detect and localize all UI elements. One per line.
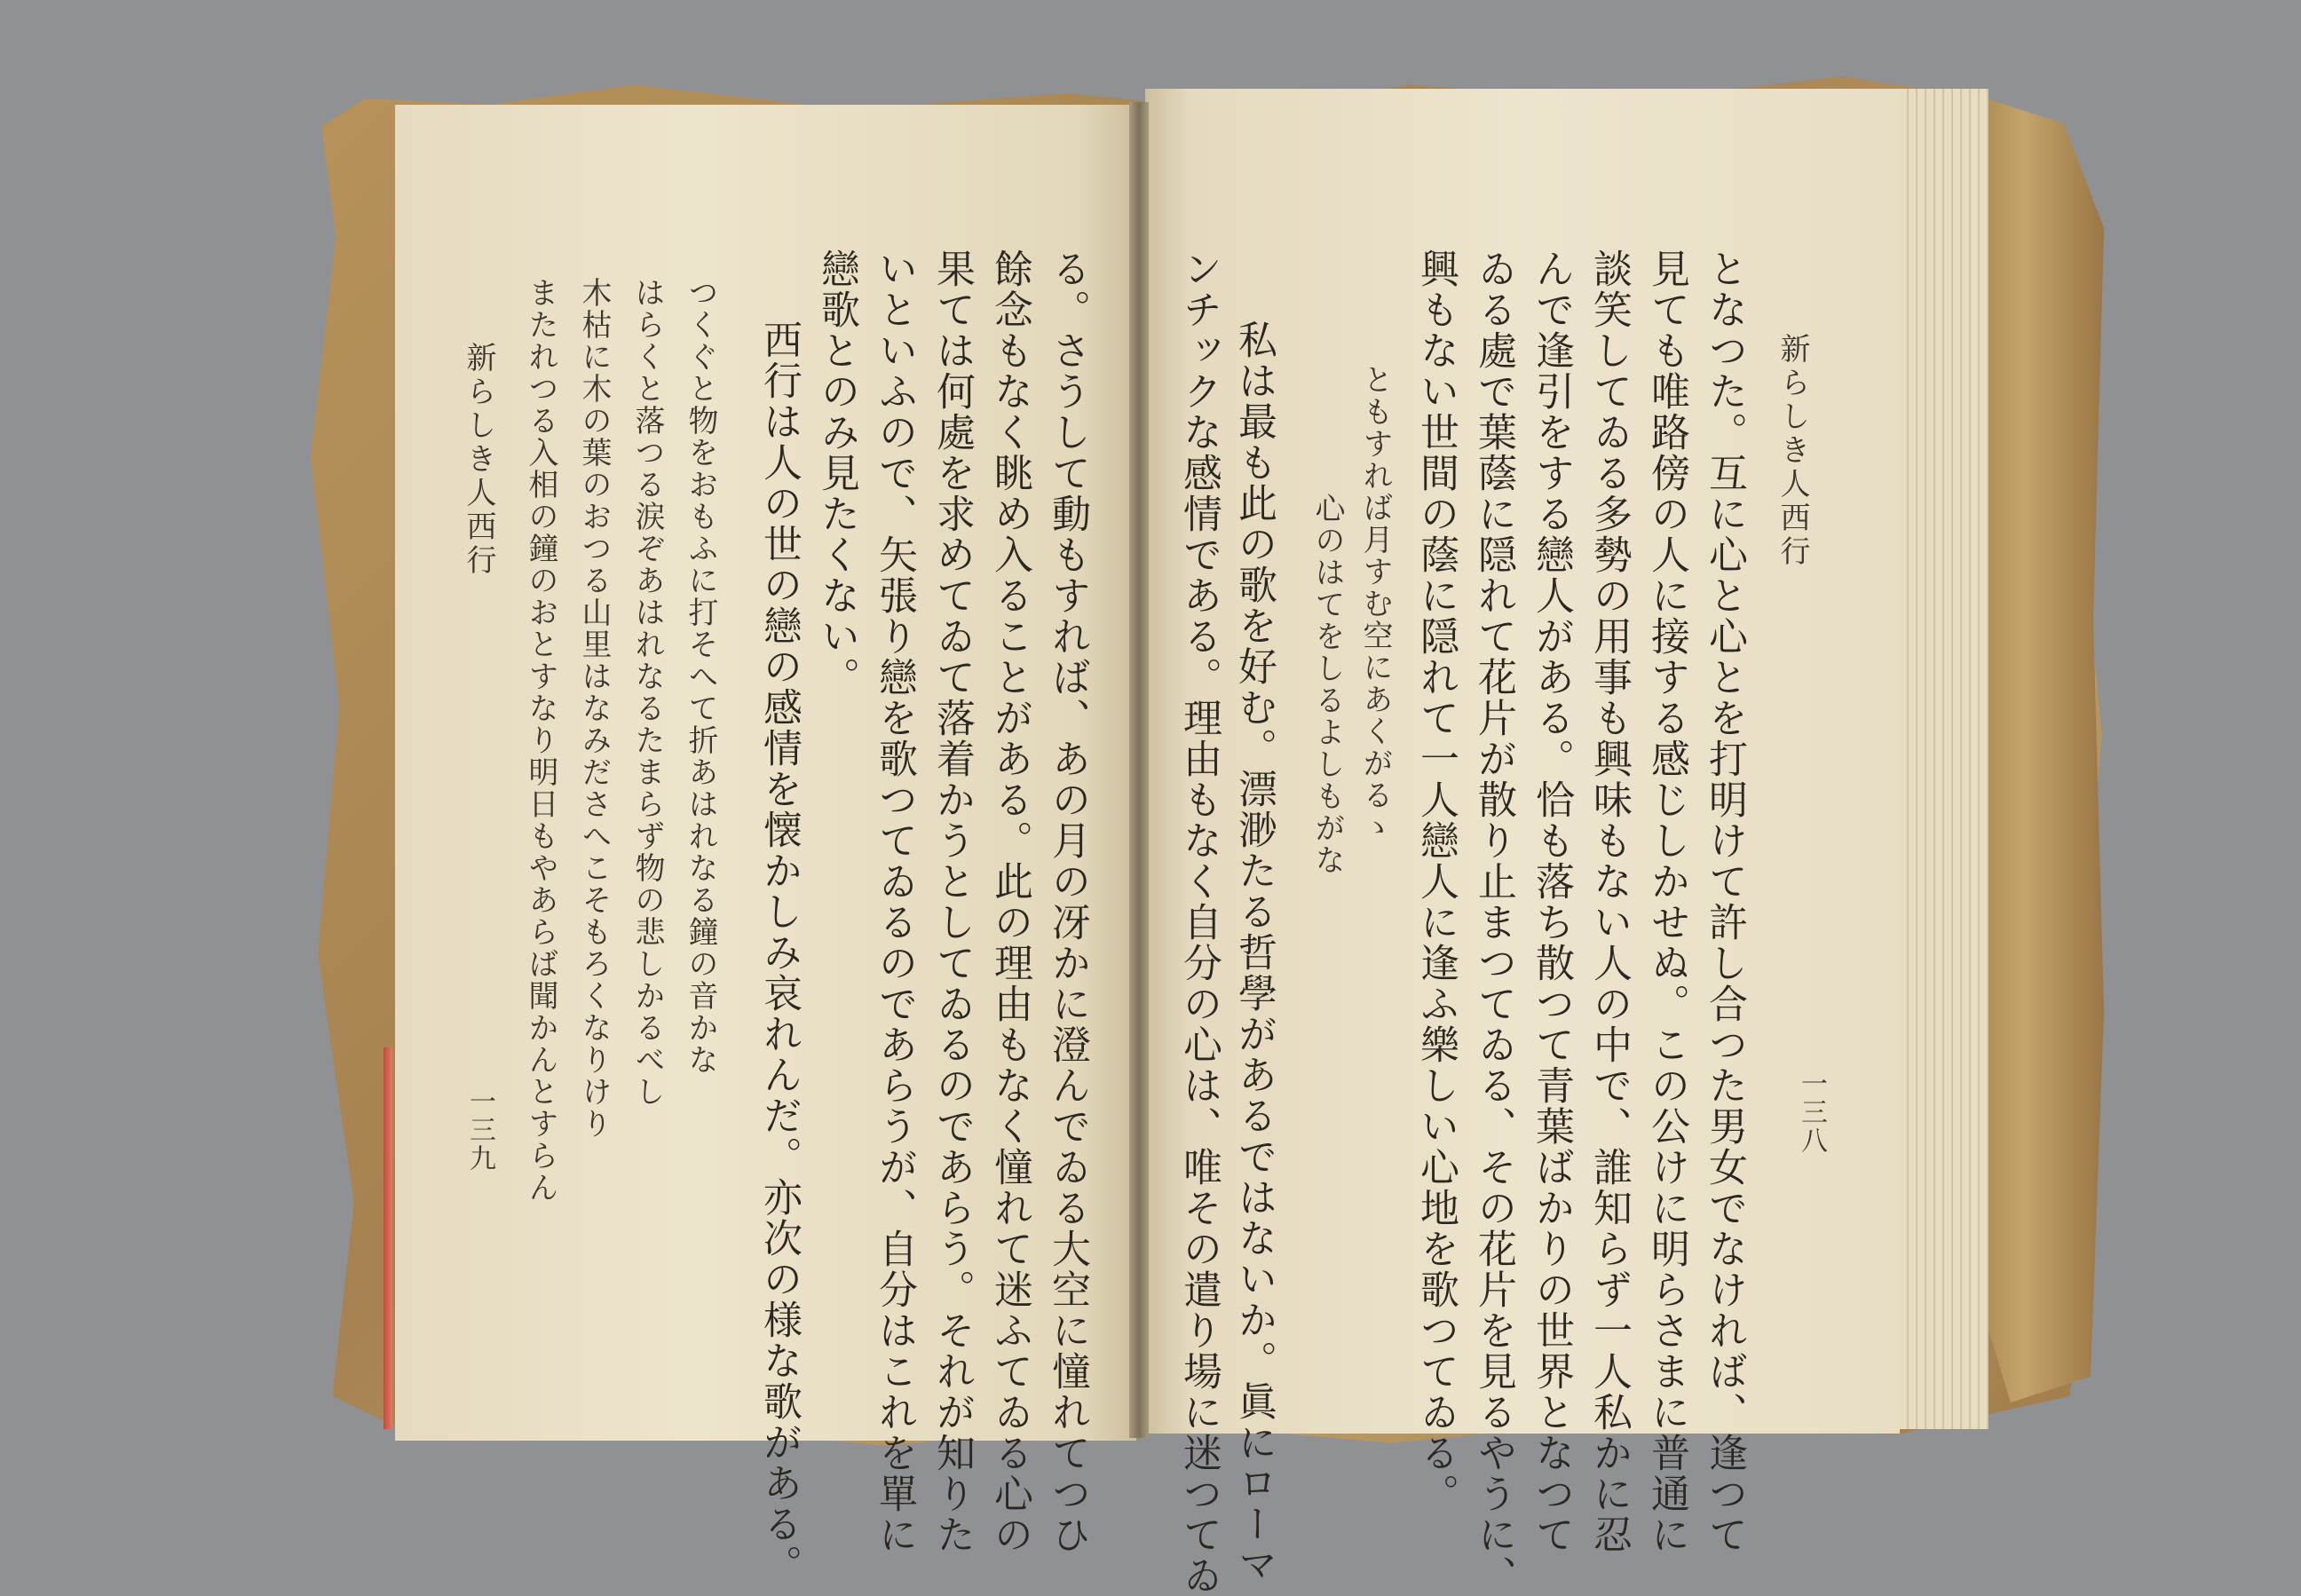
left-poem-line-3: 木枯に木の葉のおつる山里はなみださへこそもろくなりけり xyxy=(576,277,612,1140)
cover-edge xyxy=(1971,98,2104,1402)
right-poem-line-1: ともすれば月すむ空にあくがるゝ xyxy=(1357,364,1393,843)
right-text-column-1: となつた。互に心と心とを打明けて許し合つた男女でなければ、逢つて xyxy=(1702,249,1747,1555)
left-text-column-1: る。さうして動もすれば、あの月の冴かに澄んでゐる大空に憧れてつひ xyxy=(1045,249,1090,1555)
left-text-column-3: 果ては何處を求めてゐて落着かうとしてゐるのであらう。それが知りた xyxy=(929,249,975,1555)
left-text-column-5: 戀歌とのみ見たくない。 xyxy=(814,249,859,698)
left-text-column-4: いといふので、矢張り戀を歌つてゐるのであらうが、自分はこれを單に xyxy=(872,249,917,1555)
book-gutter xyxy=(1129,102,1149,1438)
left-poem-line-4: またれつる入相の鐘のおとすなり明日もやあらば聞かんとすらん xyxy=(523,277,558,1204)
right-text-column-7: 私は最も此の歌を好む。漂渺たる哲學があるではないか。眞にローマ xyxy=(1231,320,1277,1585)
red-page-edge xyxy=(384,1047,392,1429)
right-text-column-4: んで逢引をする戀人がある。恰も落ち散つて青葉ばかりの世界となつて xyxy=(1529,249,1574,1555)
right-text-column-3: 談笑してゐる多勢の用事も興味もない人の中で、誰知らず一人私かに忍 xyxy=(1586,249,1632,1555)
right-poem-line-2: 心のはてをしるよしもがな xyxy=(1309,493,1345,876)
left-page-header: 新らしき人西行 xyxy=(461,342,496,578)
right-text-column-8: ンチックな感情である。理由もなく自分の心は、唯その遣り場に迷つてゐ xyxy=(1176,249,1222,1596)
right-text-column-6: 興もない世間の蔭に隠れて一人戀人に逢ふ樂しい心地を歌つてゐる。 xyxy=(1413,249,1459,1514)
left-text-column-2: 餘念もなく眺め入ることがある。此の理由もなく憧れて迷ふてゐる心の xyxy=(987,249,1032,1555)
left-poem-line-2: はらくと落つる涙ぞあはれなるたまらず物の悲しかるべし xyxy=(629,277,665,1108)
left-poem-line-1: つくぐと物をおもふに打そへて折あはれなる鐘の音かな xyxy=(683,277,718,1076)
right-page-number: 一三八 xyxy=(1796,1070,1827,1155)
left-text-column-6: 西行は人の世の戀の感情を懐かしみ哀れんだ。亦次の様な歌がある。 xyxy=(756,320,802,1585)
right-text-column-2: 見ても唯路傍の人に接する感じしかせぬ。この公けに明らさまに普通に xyxy=(1644,249,1689,1555)
left-page-number: 一三九 xyxy=(464,1087,495,1173)
right-text-column-5: ゐる處で葉蔭に隠れて花片が散り止まつてゐる、その花片を見るやうに、 xyxy=(1471,249,1516,1596)
right-page-header: 新らしき人西行 xyxy=(1775,333,1810,569)
